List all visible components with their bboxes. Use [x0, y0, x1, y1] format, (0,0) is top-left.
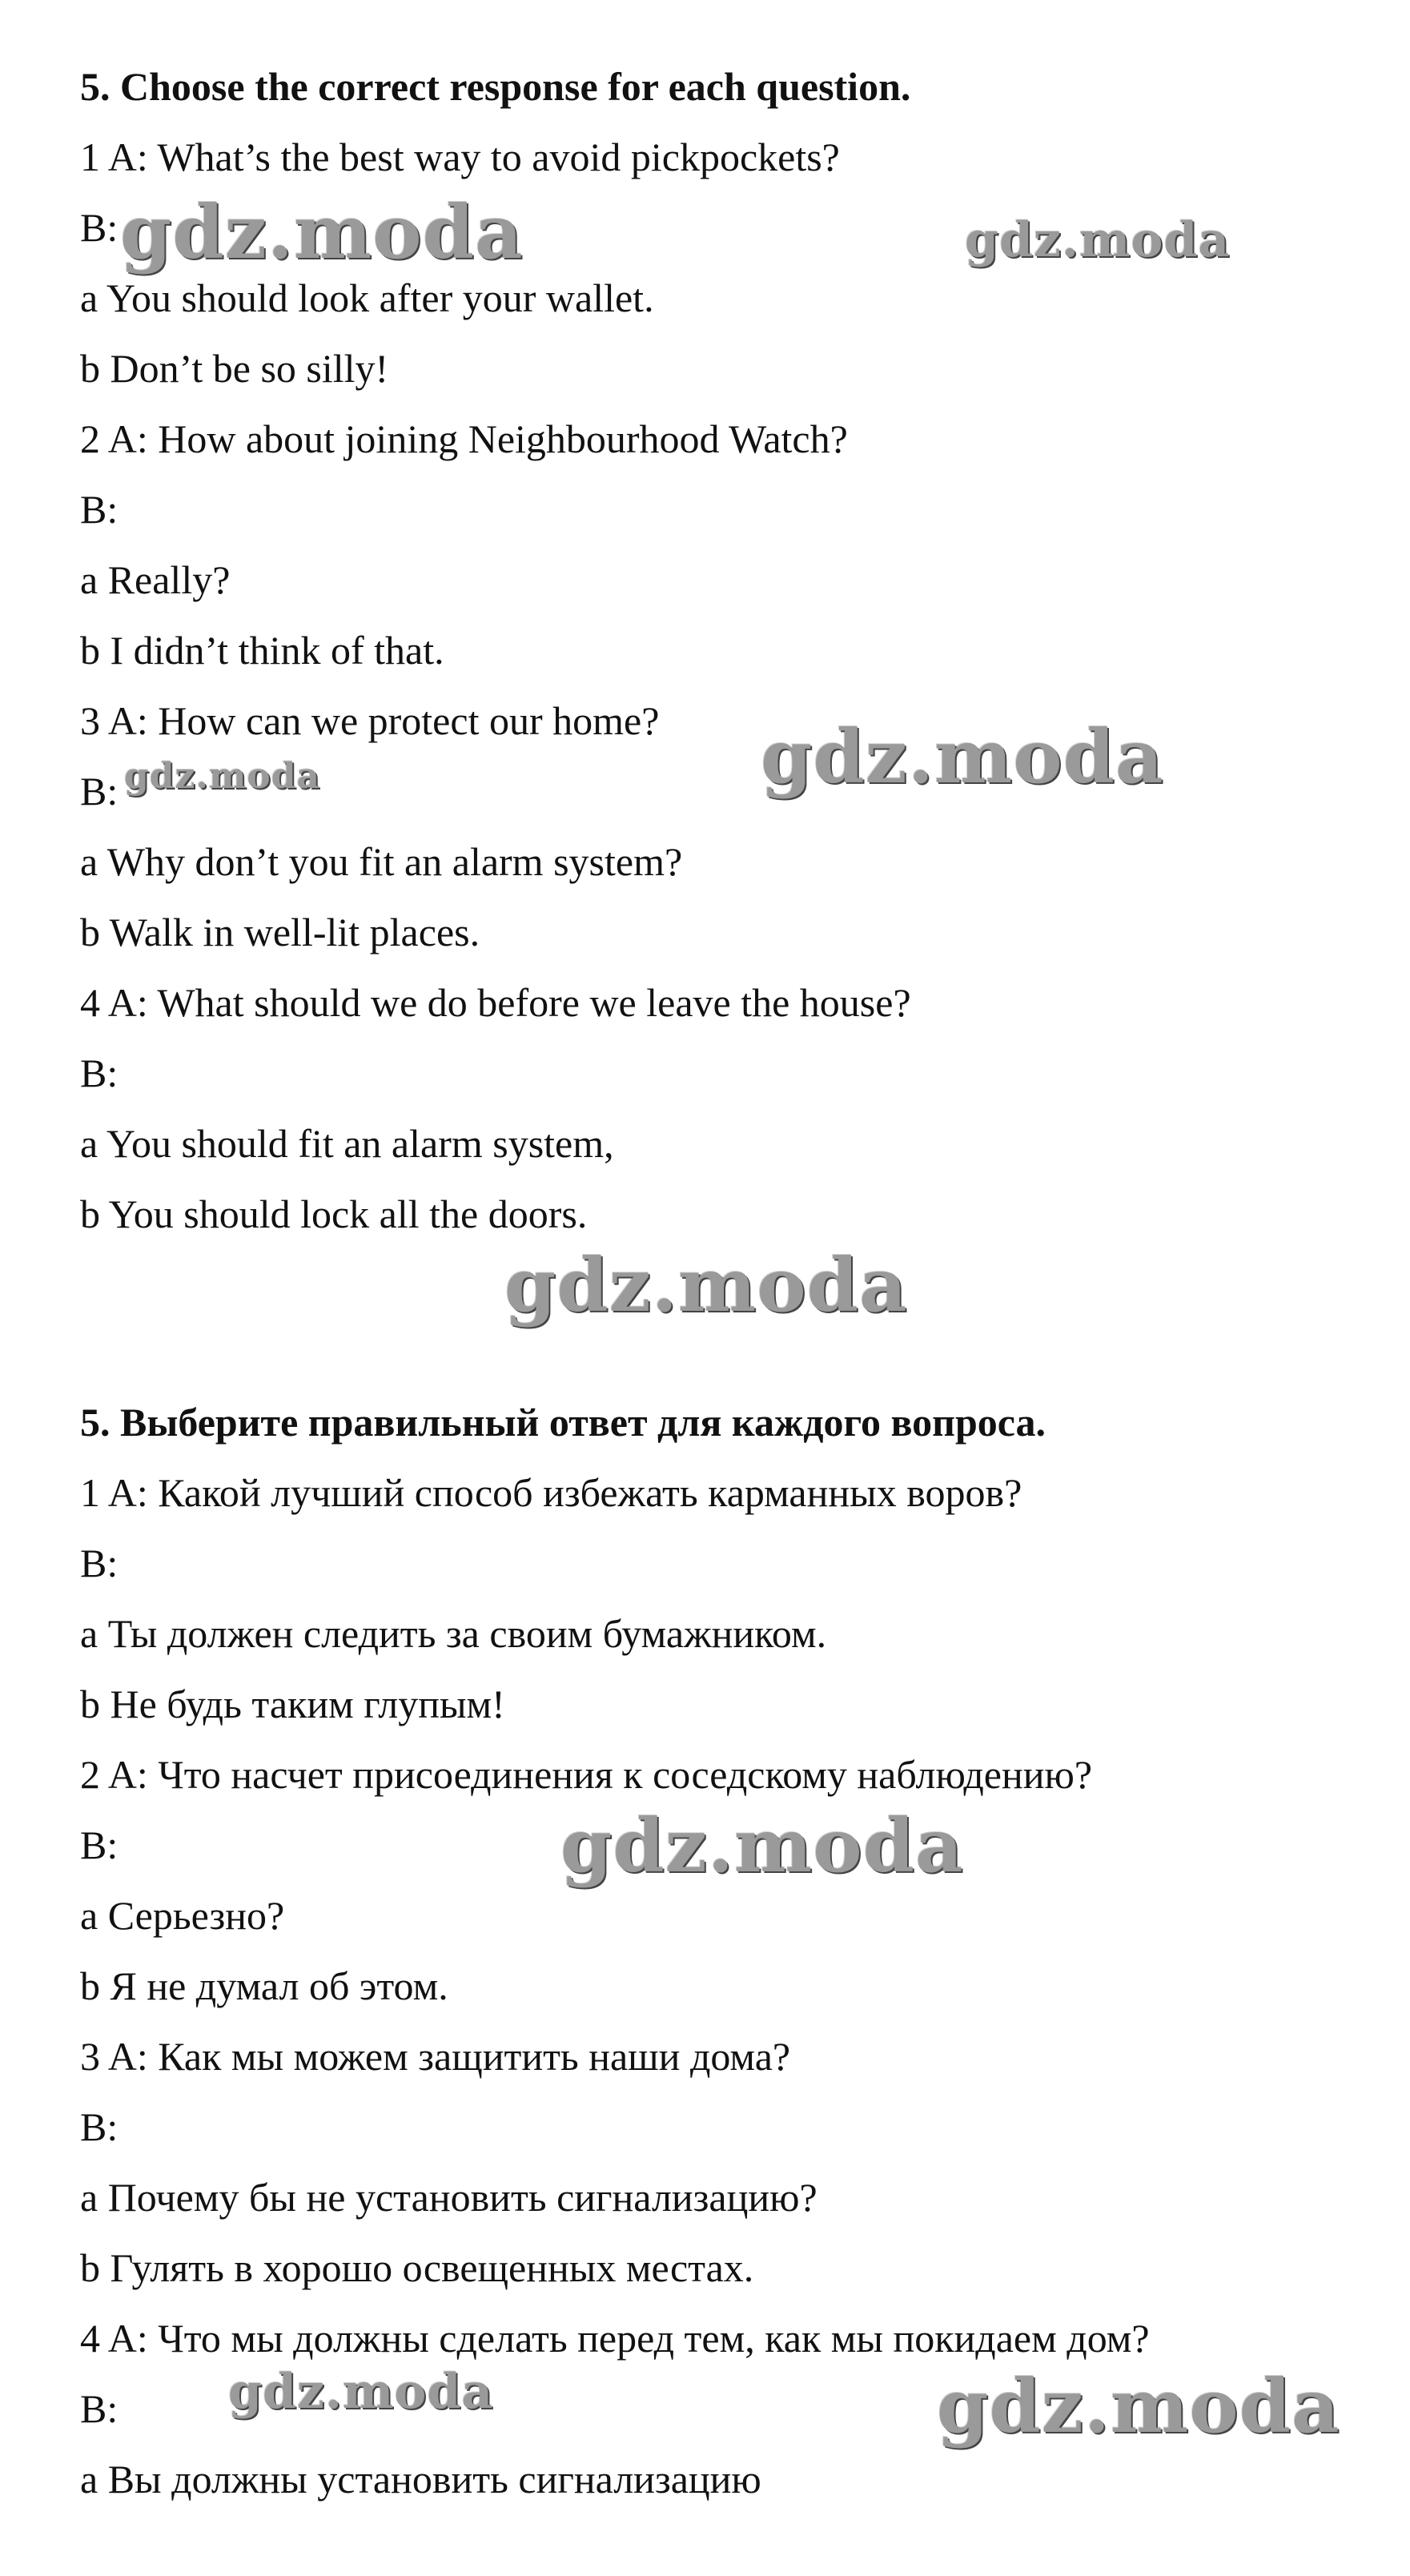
russian-line-q1-b: B:	[80, 1541, 119, 1585]
russian-line-q1: 1 A: Какой лучший способ избежать карманных воров?	[80, 1470, 1022, 1515]
russian-line-q2-option-b: b Я не думал об этом.	[80, 1963, 448, 2008]
watermark: gdz.moda	[504, 1242, 908, 1328]
russian-line-q1-option-b: b Не будь таким глупым!	[80, 1682, 505, 1726]
russian-line-q2-b: B:	[80, 1822, 119, 1867]
russian-line-q4-option-a: a Вы должны установить сигнализацию	[80, 2457, 761, 2502]
russian-line-q1-option-a: a Ты должен следить за своим бумажником.	[80, 1611, 827, 1656]
english-line-q2-b: B:	[80, 487, 119, 532]
english-line-q1-option-a: a You should look after your wallet.	[80, 275, 654, 320]
russian-line-q3: 3 A: Как мы можем защитить наши дома?	[80, 2034, 791, 2079]
watermark: gdz.moda	[761, 713, 1164, 800]
english-line-q3-option-b: b Walk in well-lit places.	[80, 910, 480, 954]
english-line-q3: 3 A: How can we protect our home?	[80, 698, 660, 743]
english-line-q4-option-b: b You should lock all the doors.	[80, 1192, 588, 1236]
watermark: gdz.moda	[120, 189, 524, 275]
english-line-q4: 4 A: What should we do before we leave the house?	[80, 980, 911, 1025]
english-line-q3-b: B:	[80, 769, 119, 814]
english-heading: 5. Choose the correct response for each question.	[80, 64, 911, 109]
english-line-q2-option-b: b I didn’t think of that.	[80, 628, 444, 673]
english-line-q2-option-a: a Really?	[80, 557, 231, 602]
watermark: gdz.moda	[965, 212, 1231, 268]
russian-heading: 5. Выберите правильный ответ для каждого вопроса.	[80, 1400, 1046, 1445]
english-line-q1: 1 A: What’s the best way to avoid pickpockets?	[80, 135, 840, 179]
watermark: gdz.moda	[228, 2364, 494, 2420]
russian-line-q3-option-b: b Гулять в хорошо освещенных местах.	[80, 2245, 754, 2290]
english-line-q1-b: B:	[80, 205, 119, 250]
english-line-q1-option-b: b Don’t be so silly!	[80, 346, 389, 391]
english-line-q3-option-a: a Why don’t you fit an alarm system?	[80, 839, 683, 884]
russian-line-q3-option-a: a Почему бы не установить сигнализацию?	[80, 2175, 817, 2220]
russian-line-q4-b: B:	[80, 2386, 119, 2431]
watermark: gdz.moda	[124, 756, 321, 797]
russian-line-q4: 4 A: Что мы должны сделать перед тем, как мы покидаем дом?	[80, 2316, 1150, 2361]
english-line-q2: 2 A: How about joining Neighbourhood Watch?	[80, 416, 848, 461]
watermark: gdz.moda	[560, 1802, 964, 1889]
english-line-q4-option-a: a You should fit an alarm system,	[80, 1121, 614, 1166]
russian-line-q2: 2 A: Что насчет присоединения к соседскому наблюдению?	[80, 1752, 1093, 1797]
english-line-q4-b: B:	[80, 1051, 119, 1095]
russian-line-q3-b: B:	[80, 2104, 119, 2149]
watermark: gdz.moda	[937, 2363, 1340, 2449]
russian-line-q2-option-a: a Серьезно?	[80, 1893, 285, 1938]
